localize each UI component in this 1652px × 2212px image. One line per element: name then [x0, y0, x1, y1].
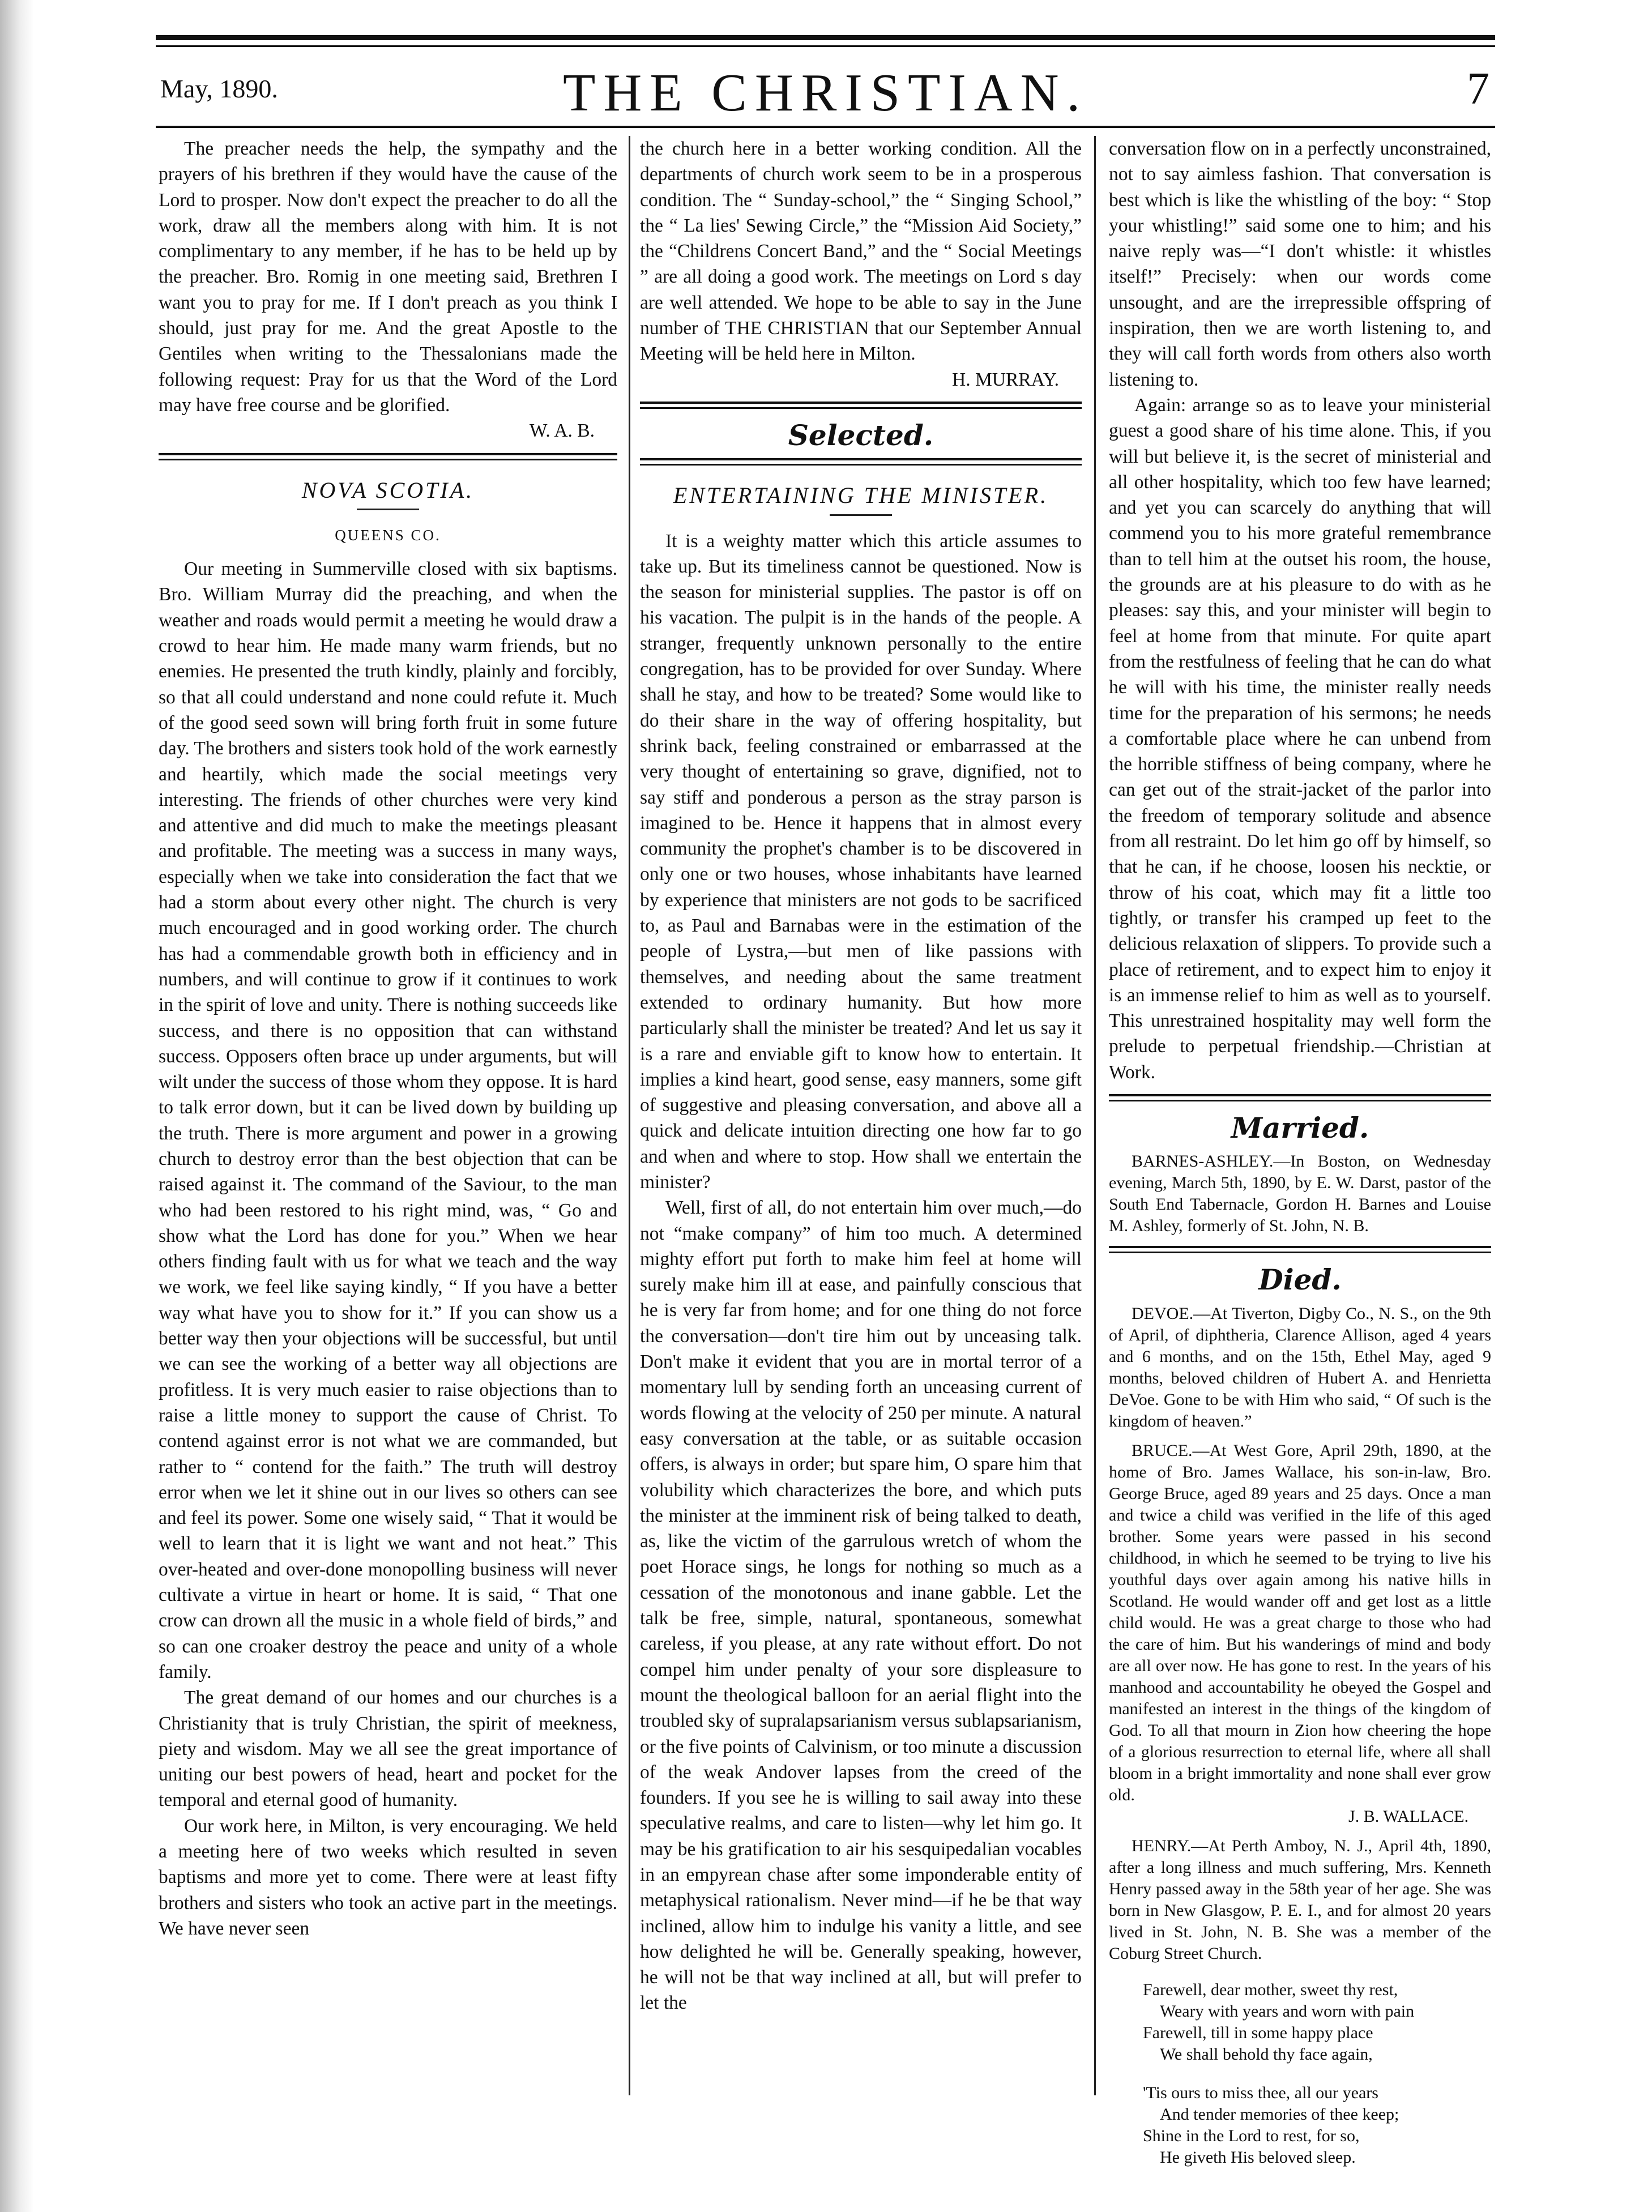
article-paragraph: Again: arrange so as to leave your ministerial guest a good share of his time alone. This, if you will but believe it, is the secret of ministerial and all other hospitality, which too few have learned; and yet you can scarcely do anything that will commend you to his more grateful remembrance than to tell him at the outset his room, the house, the grounds are at his pleasure to do with as he pleases: say this, and your minister will begin to feel at home from that minute. For quite apart from the restfulness of feeling that he can do what he will with his time, the minister really needs time for the preparation of his sermons; he needs a comfortable place where he can unbend from the horrible stiffness of being company, where he can get out of the strait-jacket of the parlor into the freedom of temporary solitude and absence from all restraint. Do let him go off by himself, so that he can, if he choose, loosen his necktie, or throw of his coat, which may fit a little too tightly, or transfer his cramped up feet to the delicious relaxation of slippers. To provide such a place of retirement, and to expect him to enjoy it is an immense relief to him as well as to yourself. This unrestrained hospitality may well form the prelude to perpetual friendship.—Christian at Work. — [1109, 394, 1491, 1083]
short-rule — [830, 514, 892, 516]
poem-line: We shall behold thy face again, — [1160, 2044, 1373, 2064]
masthead — [156, 62, 1495, 125]
notices-died — [1109, 1303, 1491, 1965]
marriage-notice: BARNES-ASHLEY.—In Boston, on Wednesday evening, March 5th, 1890, by E. W. Darst, pastor of the South End Tabernacle, Gordon H. Barnes and Louise M. Ashley, formerly of St. John, N. B. — [1109, 1152, 1491, 1236]
signature: H. MURRAY. — [952, 369, 1059, 390]
section-divider — [640, 458, 1082, 466]
short-rule — [357, 509, 419, 510]
section-divider — [1109, 1094, 1491, 1101]
poem-line: Weary with years and worn with pain — [1160, 2001, 1415, 2021]
column-3 — [1109, 136, 1491, 2167]
notices-married — [1109, 1151, 1491, 1237]
column-divider-2 — [1094, 136, 1096, 2095]
section-divider — [159, 453, 617, 460]
memorial-poem — [1143, 1979, 1491, 2168]
obituary-notice: HENRY.—At Perth Amboy, N. J., April 4th, 1890, after a long illness and much suffering, Mrs. Kenneth Henry passed away in the 58th year of her age. She was born in New Glasgow, P. E. I., and for almost 20 years lived in St. John, N. B. She was a member of the Coburg Street Church. — [1109, 1836, 1491, 1963]
article-paragraph: The preacher needs the help, the sympathy and the prayers of his brethren if they would have the cause of the Lord to prosper. Now don't expect the preacher to do all the work, draw all the members along with him. It is not complimentary to any member, if he has to be held up by the preacher. Bro. Romig in one meeting said, Brethren I want you to pray for me. If I don't preach as you think I should, just pray for me. And the great Apostle to the Gentiles when writing to the Thessalonians made the following request: Pray for us that the Word of the Lord may have free course and be glorified. — [159, 138, 617, 416]
top-rule — [156, 35, 1495, 40]
poem-line: And tender memories of thee keep; — [1160, 2104, 1399, 2124]
section-subtitle: QUEENS CO. — [335, 526, 441, 544]
obituary-notice: BRUCE.—At West Gore, April 29th, 1890, at the home of Bro. James Wallace, his son-in-law, Bro. George Bruce, aged 89 years and 25 days. Once a man and twice a child was verified in the life of this aged brother. Some years were passed in his second childhood, in which he seemed to be trying to live his youthful days over again among his native hills in Scotland. He would wander off and get lost as a little child would. He was a great charge to those who had the care of him. But his wanderings of mind and body are all over now. He has gone to rest. In the years of his manhood and accountability he obeyed the Gospel and manifested an interest in the things of the kingdom of God. To all that mourn in Zion how cheering the hope of a glorious resurrection to eternal life, where all shall bloom in a bright immortality and none shall ever grow old. — [1109, 1441, 1491, 1804]
issue-date: May, 1890. — [160, 74, 278, 103]
signature: W. A. B. — [529, 420, 595, 442]
section-divider — [1109, 1246, 1491, 1253]
newspaper-title: THE CHRISTIAN. — [562, 63, 1088, 122]
article-paragraph: conversation flow on in a perfectly unconstrained, not to say aimless fashion. That conversation is best which is like the whistling of the boy: “ Stop your whistling!” said some one to him; and his naive reply was—“I don't whistle: it whistles itself!” Precisely: when our words come unsought, and are the irrepressible offspring of inspiration, then we are worth listening to, and they will call forth words from others also worth listening to. — [1109, 138, 1491, 390]
article-paragraph: It is a weighty matter which this article assumes to take up. But its timeliness cannot be questioned. Now is the season for ministerial supplies. The pastor is off on his vacation. The pulpit is in the hands of the people. A stranger, frequently unknown personally to the entire congregation, has to be provided for over Sunday. Where shall he stay, and how to be treated? Some would like to do their share in the way of offering hospitality, but shrink back, feeling constrained or embarrassed at the very thought of entertaining so grave, dignified, not to say stiff and ponderous a person as the stray parson is imagined to be. Hence it happens that in almost every community the prophet's chamber is to be discovered in only one or two houses, whose inhabitants have learned by experience that ministers are not gods to be sacrificed to, as Paul and Barnabas were in the estimation of the people of Lystra,—but men of like passions with themselves, and needing about the same treatment extended to ordinary humanity. But how more particularly shall the minister be treated? And let us say it is a rare and enviable gift to know how to entertain. It implies a kind heart, good sense, easy manners, some gift of suggestive and pleasing conversation, and above all a quick and delicate intuition directing one how far to go and when and where to stop. How shall we entertain the minister? — [640, 530, 1082, 1193]
signature: J. B. WALLACE. — [1348, 1807, 1469, 1826]
column-divider-1 — [629, 136, 630, 2095]
section-title-nova-scotia: NOVA SCOTIA. — [301, 477, 475, 503]
section-heading-married: Married. — [1231, 1111, 1369, 1145]
scan-edge — [0, 0, 34, 2212]
section-heading-died: Died. — [1258, 1263, 1342, 1297]
article-paragraph: Well, first of all, do not entertain him over much,—do not “make company” of him too much. A determined mighty effort put forth to make him feel at home will surely make him ill at ease, and painfully conscious that he is very far from home; and for one thing do not force the conversation—don't tire him out by unceasing talk. Don't make it evident that you are in mortal terror of a momentary lull by sending forth an unceasing current of words flowing at the velocity of 250 per minute. A natural easy conversation at the table, or as suitable occasion offers, is always in order; but spare him, O spare him that volubility which characterizes the bore, and which puts the minister at the imminent risk of being talked to death, as, like the victim of the garrulous wretch of whom the poet Horace sings, he longs for nothing so much as a cessation of the monotonous and inane gabble. Let the talk be free, simple, natural, spontaneous, somewhat careless, if you please, at any rate without effort. Do not compel him under penalty of your sore displeasure to mount the theological balloon for an aerial flight into the troubled sky of supralapsarianism versus sublapsarianism, or the five points of Calvinism, or too minute a discussion of the weak Andover lapses from the creed of the founders. If you see he is willing to sail away into these speculative realms, and care to listen—why let him go. It may be his gratification to air his sesquipedalian vocables in an empyrean chase after some imponderable entity of metaphysical rationalism. Never mind—if he be that way inclined, allow him to indulge his vanity a little, and see how delighted he will be. Generally speaking, however, he will not be that way inclined at all, but will prefer to let the — [640, 1197, 1082, 2014]
poem-line: He giveth His beloved sleep. — [1160, 2147, 1356, 2167]
article-paragraph: the church here in a better working condition. All the departments of church work seem to be in a prosperous condition. The “ Sunday-school,” the “ Singing School,” the “ La lies' Sewing Circle,” the “Mission Aid Society,” the “Childrens Concert Band,” and the “ Social Meetings ” are all doing a good work. The meetings on Lord s day are well attended. We hope to be able to say in the June number of THE CHRISTIAN that our September Annual Meeting will be held here in Milton. — [640, 138, 1082, 365]
article-paragraph: Our meeting in Summerville closed with six baptisms. Bro. William Murray did the preaching, and when the weather and roads would permit a meeting he would draw a crowd to hear him. He made many warm friends, but no enemies. He presented the truth kindly, plainly and forcibly, so that all could understand and none could refute it. Much of the good seed sown will bring forth fruit in some future day. The brothers and sisters took hold of the work earnestly and heartily, which made the social meetings very interesting. The friends of other churches were very kind and attentive and did much to make the meetings pleasant and profitable. The meeting was a success in many ways, especially when we take into consideration the fact that we had a storm about every other night. The church is very much encouraged and in good working order. The church has had a commendable growth both in efficiency and in numbers, and will continue to grow if it continues to work in the spirit of love and unity. There is nothing succeeds like success, and there is no opposition that can withstand success. Opposers often brace up under arguments, but will wilt under the success of those whom they oppose. It is hard to talk error down, but it can be lived down by building up the truth. There is more argument and power in a growing church to destroy error than the best objection that can be raised against it. The command of the Saviour, to the man who had been restored to his right mind, was, “ Go and show what the Lord has done for you.” When we hear others finding fault with us for what we teach and the way we work, we feel like saying kindly, “ If you have a better way what have you to show for it.” If you can show us a better way then your objections will be successful, but until we can see the working of a better way all objections are profitless. It is very much easier to raise objections than to raise a little money to support the cause of Christ. To contend against error is not what we are commanded, but rather to “ contend for the faith.” The truth will destroy error when we let it shine out in our lives so others can see and feel its power. Some one wisely said, “ That it would be well to learn that it is light we want and not heat.” This over-heated and over-done monopolling business will never cultivate a virtue in heart or home. It is said, “ That one crow can drown all the music in a whole field of birds,” and so can one croaker destroy the peace and unity of a whole family. — [159, 558, 617, 1683]
article-paragraph: The great demand of our homes and our churches is a Christianity that is truly Christian, the spirit of meekness, piety and wisdom. May we all see the great importance of uniting our best powers of head, heart and pocket for the temporal and eternal good of humanity. — [159, 1687, 617, 1811]
poem-line: Shine in the Lord to rest, for so, — [1143, 2126, 1360, 2145]
top-rule-thin — [156, 45, 1495, 47]
header-rule — [156, 126, 1495, 128]
column-1 — [159, 136, 617, 2095]
article-title: ENTERTAINING THE MINISTER. — [673, 482, 1049, 509]
obituary-notice: DEVOE.—At Tiverton, Digby Co., N. S., on the 9th of April, of diphtheria, Clarence Allison, aged 4 years and 6 months, and on the 15th, Ethel May, aged 9 months, beloved children of Hubert A. and Henrietta DeVoe. Gone to be with Him who said, “ Of such is the kingdom of heaven.” — [1109, 1304, 1491, 1430]
section-divider — [640, 402, 1082, 409]
section-heading-selected: Selected. — [788, 418, 934, 452]
column-2 — [640, 136, 1082, 2095]
poem-line: Farewell, till in some happy place — [1143, 2023, 1373, 2042]
article-paragraph: Our work here, in Milton, is very encouraging. We held a meeting here of two weeks which resulted in seven baptisms and more yet to come. There were at least fifty brothers and sisters who took an active part in the meetings. We have never seen — [159, 1815, 617, 1939]
poem-line: Farewell, dear mother, sweet thy rest, — [1143, 1980, 1398, 1999]
page-number: 7 — [1467, 64, 1489, 114]
poem-line: 'Tis ours to miss thee, all our years — [1143, 2083, 1378, 2102]
